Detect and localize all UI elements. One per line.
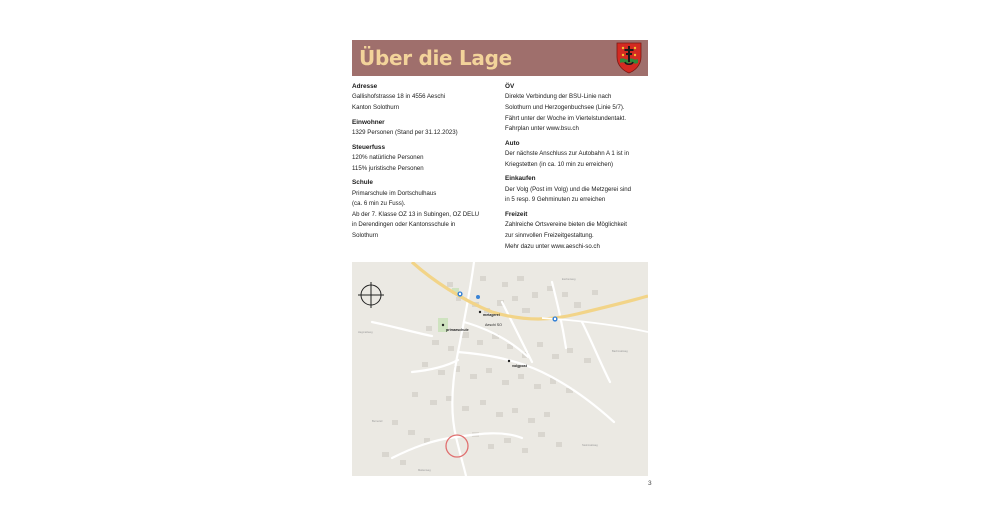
section-heading: Einwohner [352,118,385,126]
coat-of-arms-icon [616,42,642,74]
section-heading: Auto [505,139,520,147]
section-heading: ÖV [505,83,515,90]
street-label: Burnerstr [372,420,383,423]
section-heading: Adresse [352,83,378,90]
section-line: zur sinnvollen Freizeitgestaltung. [505,231,594,239]
section-line: Solothurn [352,231,379,239]
section-line: Der Volg (Post im Volg) und die Metzgerei sind [505,185,631,193]
section-einkaufen [505,174,651,206]
page-number: 3 [648,480,652,487]
bus-stop-icon [552,316,557,321]
map-label-primarschule: primarschule [446,328,469,332]
street-label: Steinmattweg [582,444,598,447]
section-line: Kriegstetten (in ca. 10 min zu erreichen) [505,160,614,168]
left-info-column [352,82,498,246]
metzgerei-marker [479,311,481,313]
section-line: in Derendingen oder Kantonsschule in [352,221,456,229]
section-heading: Schule [352,179,373,187]
section-line: Mehr dazu unter www.aeschi-so.ch [505,242,600,250]
section-heading: Steuerfuss [352,143,386,151]
primarschule-marker [442,324,444,326]
map-label-volgpost: volgpost [512,364,527,368]
map-label-aeschi: Aeschi SO [485,323,502,327]
section-line: (ca. 6 min zu Fuss). [352,200,406,208]
section-heading: Freizeit [505,210,528,218]
street-label: Bachmattweg [612,350,628,353]
street-label: Eschenweg [562,278,576,281]
section-steuerfuss [352,143,498,175]
volgpost-marker [508,360,510,362]
street-label: Mattenweg [418,469,431,472]
location-map [352,262,648,476]
section-line: Primarschule im Dortschulhaus [352,189,437,197]
section-einwohner [352,118,498,139]
section-line: Zahlreiche Ortsvereine bieten die Möglichkeit [505,221,627,229]
page-title: Über die Lage [359,46,512,70]
section-line: Kanton Solothurn [352,104,400,111]
section-line: in 5 resp. 9 Gehminuten zu erreichen [505,196,606,204]
bus-stop-icon [476,295,480,299]
section-line: Solothurn und Herzogenbuchsee (Linie 5/7). [505,104,625,111]
section-auto [505,139,651,171]
section-line: Ab der 7. Klasse OZ 13 in Subingen, OZ DELU [352,210,480,218]
bus-stop-icon [457,291,462,296]
section-line: 115% juristische Personen [352,164,424,172]
map-canvas [352,262,648,476]
street-label: Hegmattweg [358,331,373,334]
section-line: Fährt unter der Woche im Viertelstundentakt. [505,114,627,122]
section-line: Fahrplan unter www.bsu.ch [505,125,579,133]
section-line: 120% natürliche Personen [352,154,424,161]
section-heading: Einkaufen [505,175,536,183]
section-schule [352,178,498,241]
section-line: Direkte Verbindung der BSU-Linie nach [505,93,612,101]
section-freizeit [505,210,651,252]
section-adresse [352,82,498,114]
section-line: 1329 Personen (Stand per 31.12.2023) [352,129,458,136]
section-oev [505,82,651,135]
title-banner [352,40,648,76]
right-info-column [505,82,651,256]
map-label-metzgerei: metzgerei [483,313,500,317]
section-line: Der nächste Anschluss zur Autobahn A 1 ist in [505,150,629,158]
section-line: Gallishofstrasse 18 in 4556 Aeschi [352,93,446,101]
